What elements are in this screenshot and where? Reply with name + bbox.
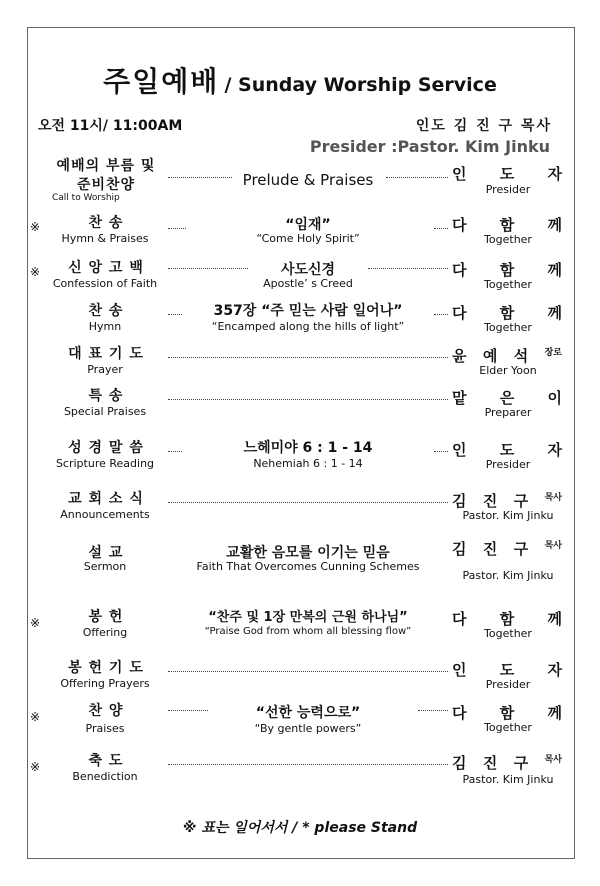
- leader-dots: [168, 399, 448, 400]
- leader-korean: 인도 김 진 구 목사: [415, 118, 552, 134]
- leader-dots: [168, 502, 448, 503]
- leader-dots: [168, 764, 448, 765]
- title-korean: 주일예배: [103, 65, 220, 98]
- item-ko: 교 회 소 식: [68, 491, 144, 507]
- item-en: Sermon: [83, 560, 127, 573]
- order-item-hymn: [0, 300, 600, 340]
- item-ko: 신 앙 고 백: [68, 260, 144, 276]
- item-en: Praises: [85, 722, 125, 735]
- responsible-ko: 김 진 구 목사: [452, 540, 562, 558]
- item-main: 교활한 음모를 이기는 믿음: [226, 545, 390, 561]
- responsible-ko: 다 함 께: [452, 216, 562, 234]
- leader-dots: [168, 671, 448, 672]
- item-ko: 봉 헌: [88, 609, 124, 625]
- order-item-announcements: [0, 488, 600, 528]
- responsible-ko: 다 함 께: [452, 704, 562, 722]
- item-main-en: “Encamped along the hills of light”: [211, 320, 405, 333]
- service-time: 오전 11시/ 11:00AM: [38, 118, 183, 134]
- responsible-en: Presider: [485, 678, 531, 691]
- item-ko: 축 도: [88, 753, 124, 769]
- responsible-en: Together: [484, 233, 532, 246]
- order-item-offering: [0, 606, 600, 646]
- item-main-en: “Praise God from whom all blessing flow”: [204, 626, 412, 637]
- responsible-en: Together: [484, 278, 532, 291]
- item-en: Offering Prayers: [60, 677, 150, 690]
- item-en: Confession of Faith: [52, 277, 158, 290]
- item-en: Offering: [82, 626, 128, 639]
- stand-mark: ※: [30, 616, 41, 630]
- item-ko: 찬 송: [88, 215, 124, 231]
- responsible-ko: 김 진 구 목사: [452, 492, 562, 510]
- item-main-en: “Come Holy Spirit”: [256, 232, 360, 245]
- item-ko-line1: 예배의 부름 및: [56, 158, 156, 174]
- responsible-ko: 맡 은 이: [452, 389, 562, 407]
- order-item-special-praises: [0, 385, 600, 425]
- order-item-hymn-praises: [0, 212, 600, 252]
- item-main: 357장 “주 믿는 사람 일어나”: [213, 303, 403, 319]
- stand-mark: ※: [30, 220, 41, 234]
- responsible-ko: 김 진 구 목사: [452, 754, 562, 772]
- responsible-en: Presider: [485, 183, 531, 196]
- item-en: Benediction: [72, 770, 138, 783]
- stand-mark: ※: [30, 760, 41, 774]
- item-ko: 찬 송: [88, 303, 124, 319]
- responsible-ko: 인 도 자: [452, 165, 562, 183]
- responsible-en: Pastor. Kim Jinku: [462, 509, 554, 522]
- leader-dots: [434, 314, 448, 315]
- order-item-call-to-worship: [0, 155, 600, 203]
- item-ko: 봉 헌 기 도: [68, 660, 144, 676]
- item-ko: 특 송: [88, 388, 124, 404]
- leader-dots: [434, 228, 448, 229]
- responsible-en: Together: [484, 627, 532, 640]
- item-en: Announcements: [60, 508, 150, 521]
- item-ko: 대 표 기 도: [68, 346, 144, 362]
- responsible-en: Pastor. Kim Jinku: [462, 569, 554, 582]
- order-item-confession: [0, 257, 600, 297]
- order-item-benediction: [0, 750, 600, 790]
- order-item-offering-prayers: [0, 657, 600, 697]
- item-ko: 설 교: [88, 545, 124, 561]
- responsible-en: Together: [484, 321, 532, 334]
- item-main: “찬주 및 1장 만복의 근원 하나님”: [208, 610, 408, 625]
- item-ko-line2: 준비찬양: [76, 177, 136, 193]
- item-main: Prelude & Praises: [242, 171, 374, 189]
- item-en: Prayer: [87, 363, 123, 376]
- responsible-en: Elder Yoon: [479, 364, 537, 377]
- leader-dots: [418, 710, 448, 711]
- item-en: Call to Worship: [52, 193, 120, 203]
- item-main-en: Apostle’ s Creed: [263, 277, 353, 290]
- leader-dots: [168, 357, 448, 358]
- responsible-ko: 인 도 자: [452, 661, 562, 679]
- responsible-en: Pastor. Kim Jinku: [462, 773, 554, 786]
- responsible-en: Presider: [485, 458, 531, 471]
- item-main-en: “By gentle powers”: [254, 722, 362, 735]
- responsible-en: Preparer: [484, 406, 532, 419]
- item-en: Scripture Reading: [55, 457, 155, 470]
- leader-dots: [434, 451, 448, 452]
- stand-note: ※ 표는 일어서서 / * please Stand: [182, 820, 418, 836]
- responsible-ko: 다 함 께: [452, 261, 562, 279]
- item-main: 느헤미야 6 : 1 - 14: [243, 440, 373, 456]
- item-ko: 성 경 말 씀: [68, 440, 144, 456]
- stand-mark: ※: [30, 265, 41, 279]
- order-item-praises: [0, 700, 600, 740]
- leader-dots: [386, 177, 448, 178]
- item-ko: 찬 양: [88, 703, 124, 719]
- leader-dots: [368, 268, 448, 269]
- responsible-ko: 다 함 께: [452, 610, 562, 628]
- item-en: Special Praises: [63, 405, 147, 418]
- item-en: Hymn: [88, 320, 122, 333]
- responsible-ko: 인 도 자: [452, 441, 562, 459]
- title-english: / Sunday Worship Service: [224, 74, 497, 96]
- item-main: “임재”: [285, 217, 331, 233]
- responsible-ko: 다 함 께: [452, 304, 562, 322]
- responsible-ko: 윤 예 석 장로: [452, 347, 562, 365]
- order-item-scripture: [0, 437, 600, 477]
- order-item-sermon: [0, 538, 600, 582]
- leader-english: Presider :Pastor. Kim Jinku: [309, 137, 550, 156]
- item-main-en: Faith That Overcomes Cunning Schemes: [196, 560, 420, 573]
- item-main-en: Nehemiah 6 : 1 - 14: [253, 457, 363, 470]
- service-title: [0, 60, 600, 100]
- stand-mark: ※: [30, 710, 41, 724]
- leader-dots: [168, 177, 232, 178]
- item-en: Hymn & Praises: [61, 232, 149, 245]
- order-item-prayer: [0, 343, 600, 383]
- item-main: 사도신경: [280, 262, 336, 278]
- responsible-en: Together: [484, 721, 532, 734]
- item-main: “선한 능력으로”: [255, 705, 361, 721]
